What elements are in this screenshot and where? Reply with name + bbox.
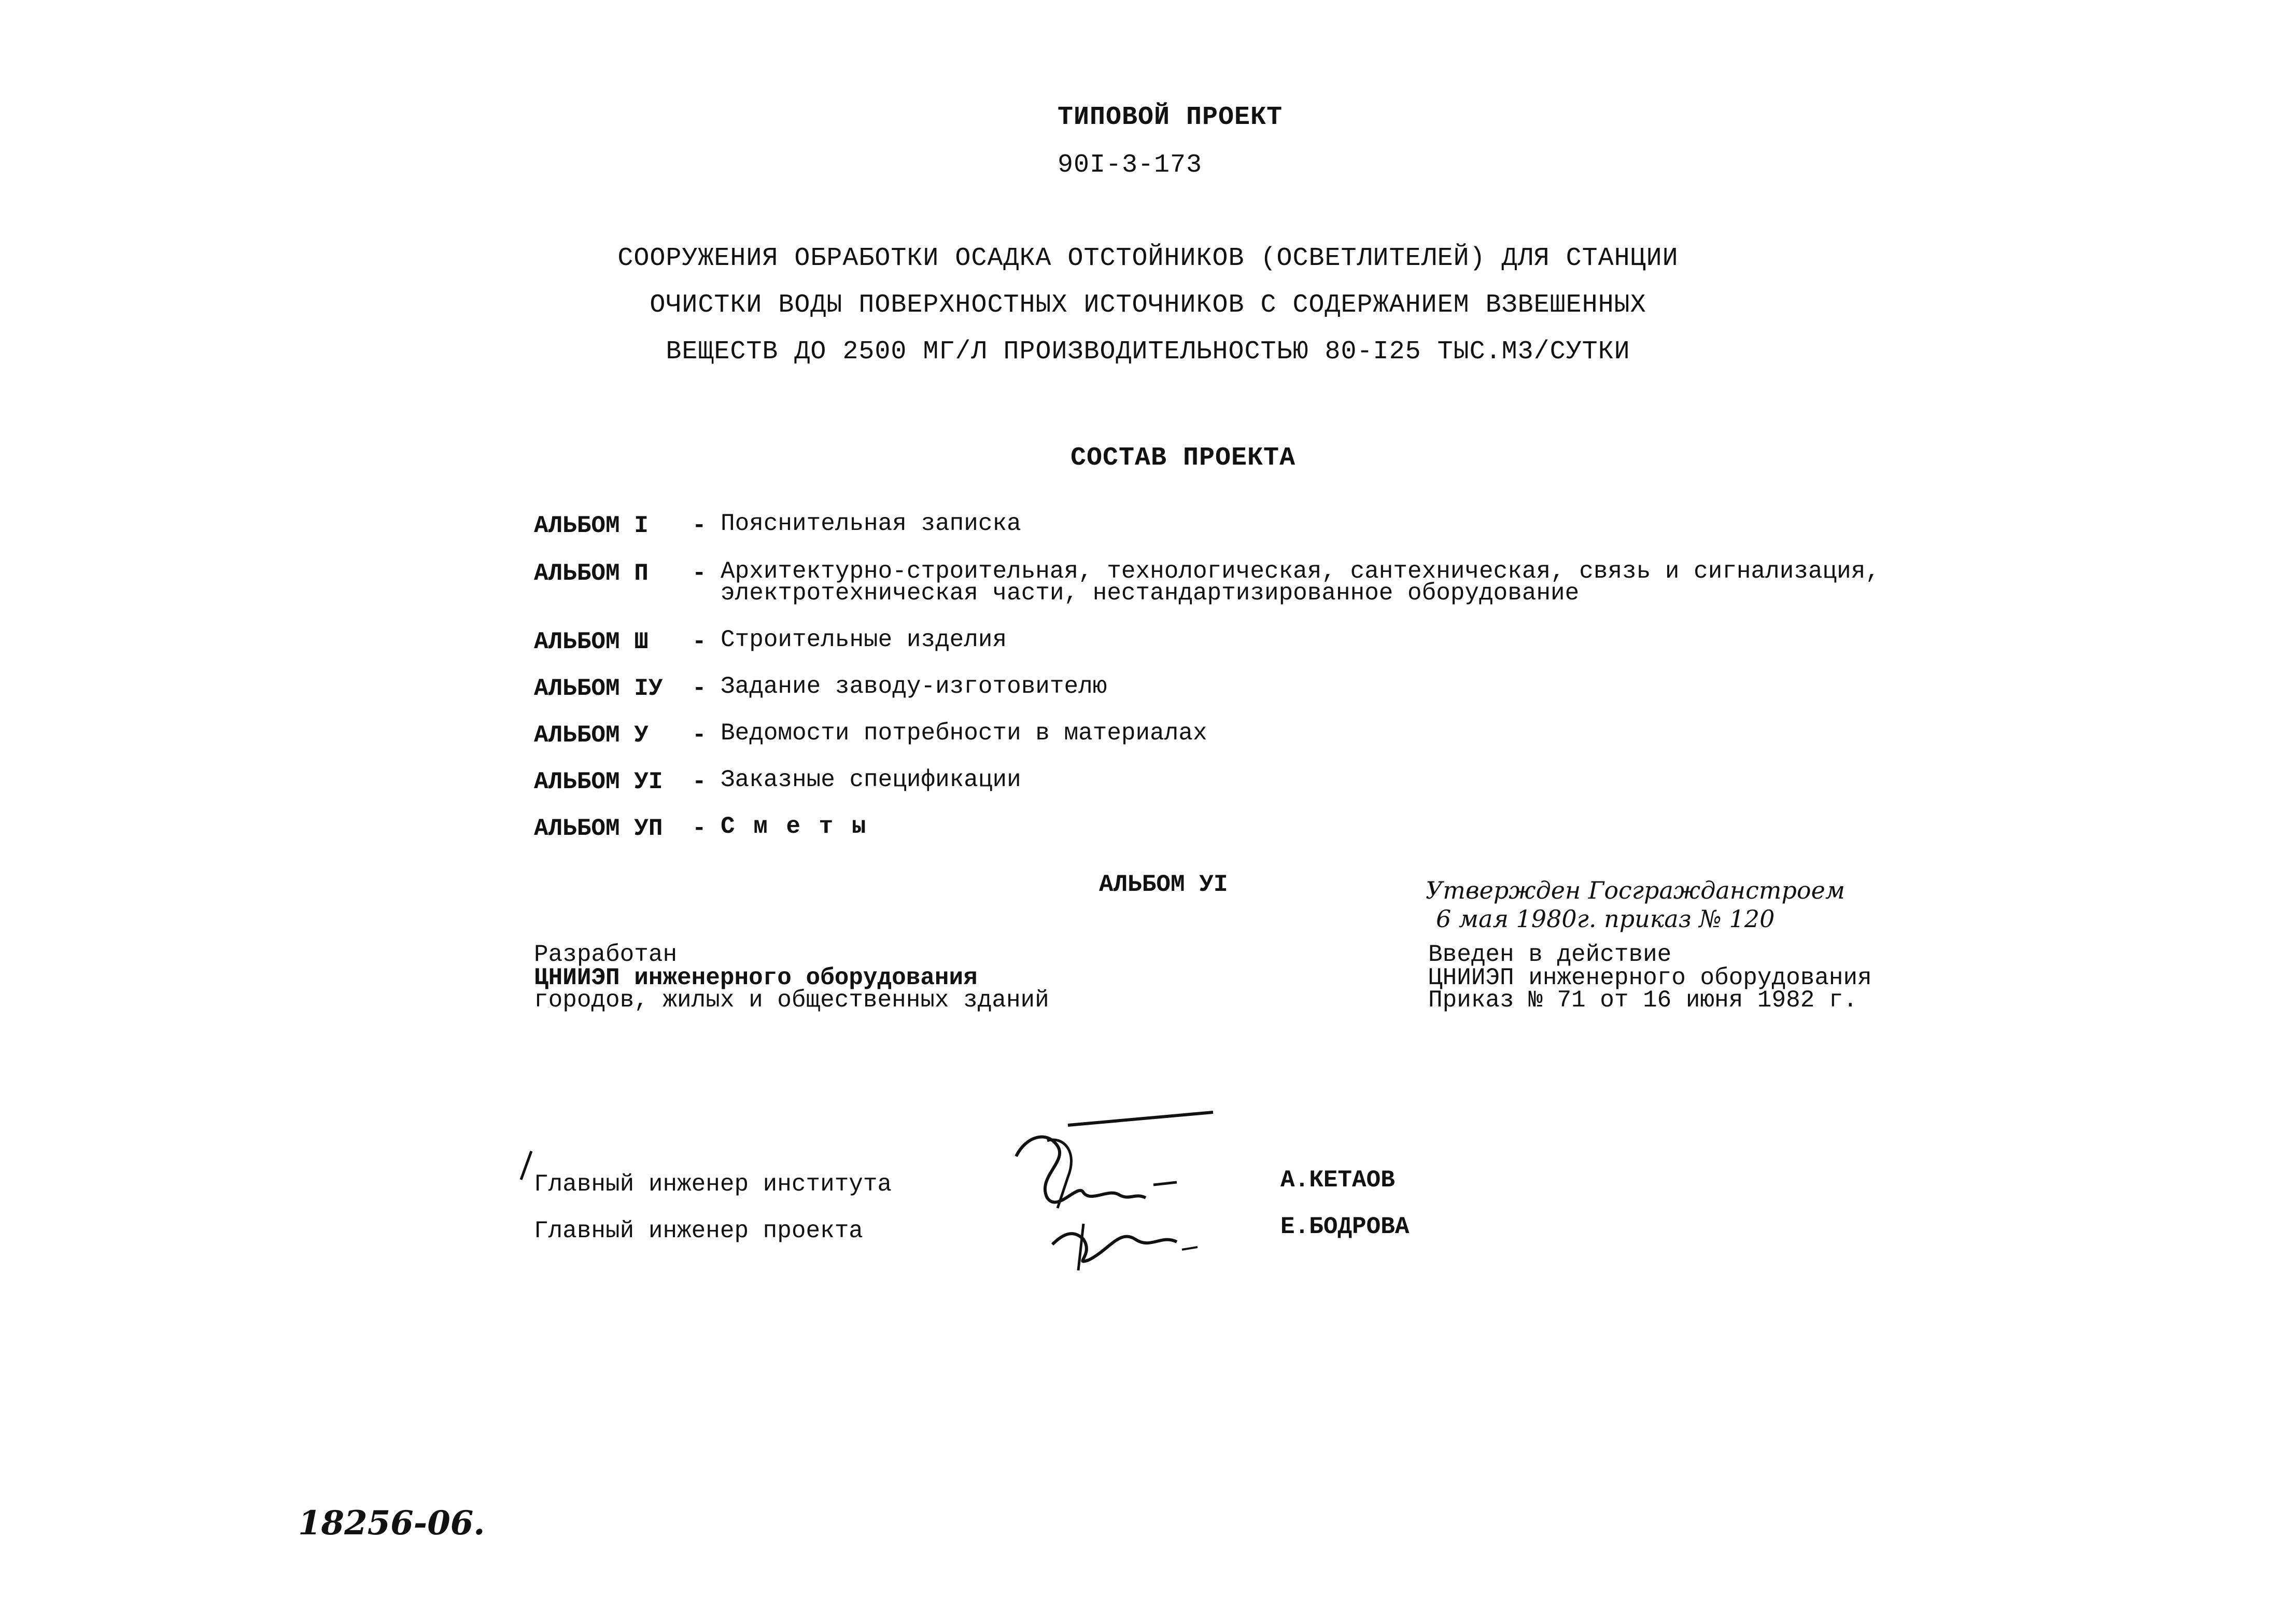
- album-desc: С м е т ы: [721, 813, 868, 840]
- doc-number: 90I-3-173: [1058, 150, 1203, 180]
- album-label: АЛЬБОМ УI: [534, 768, 663, 795]
- enacted-line-3: Приказ № 71 от 16 июня 1982 г.: [1428, 987, 1858, 1014]
- enacted-line-2: ЦНИИЭП инженерного оборудования: [1428, 964, 1872, 991]
- album-desc: Архитектурно-строительная, технологическая, сантехническая, связь и сигнализация,: [721, 558, 1880, 585]
- title-line-1: СООРУЖЕНИЯ ОБРАБОТКИ ОСАДКА ОТСТОЙНИКОВ (ОСВЕТЛИТЕЛЕЙ) ДЛЯ СТАНЦИИ: [617, 244, 1679, 273]
- signature-role-1: Главный инженер института: [534, 1171, 892, 1198]
- dash: -: [692, 722, 707, 749]
- album-label: АЛЬБОМ Ш: [534, 628, 649, 655]
- dash: -: [692, 675, 707, 702]
- enacted-line-1: Введен в действие: [1428, 941, 1672, 968]
- archive-number: 18256-06.: [298, 1504, 485, 1543]
- composition-heading: СОСТАВ ПРОЕКТА: [1070, 443, 1296, 473]
- list-item: [534, 560, 1934, 617]
- album-label: АЛЬБОМ У: [534, 722, 649, 749]
- developed-org-1: ЦНИИЭП инженерного оборудования: [534, 964, 978, 991]
- dash: -: [692, 768, 707, 795]
- album-label: АЛЬБОМ I: [534, 512, 649, 539]
- doc-type: ТИПОВОЙ ПРОЕКТ: [1058, 103, 1283, 132]
- album-desc: Пояснительная записка: [721, 510, 1021, 537]
- handwritten-signatures: [1006, 1104, 1223, 1276]
- approval-handwritten-2: 6 мая 1980г. приказ № 120: [1436, 905, 1775, 933]
- list-item: [534, 768, 1934, 810]
- album-label: АЛЬБОМ IУ: [534, 675, 663, 702]
- signature-name-1: А.КЕТАОВ: [1280, 1167, 1395, 1194]
- title-line-3: ВЕЩЕСТВ ДО 2500 МГ/Л ПРОИЗВОДИТЕЛЬНОСТЬЮ 80-I25 ТЫС.М3/СУТКИ: [666, 337, 1630, 367]
- tick-mark: [516, 1149, 537, 1185]
- album-label: АЛЬБОМ П: [534, 560, 649, 587]
- album-desc-cont: электротехническая части, нестандартизированное оборудование: [721, 580, 1580, 607]
- developed-label: Разработан: [534, 941, 678, 968]
- signature-role-2: Главный инженер проекта: [534, 1218, 863, 1244]
- developed-org-2: городов, жилых и общественных зданий: [534, 987, 1049, 1014]
- title-line-2: ОЧИСТКИ ВОДЫ ПОВЕРХНОСТНЫХ ИСТОЧНИКОВ С СОДЕРЖАНИЕМ ВЗВЕШЕННЫХ: [650, 290, 1646, 320]
- dash: -: [692, 815, 707, 842]
- album-label: АЛЬБОМ УП: [534, 815, 663, 842]
- signature-name-2: Е.БОДРОВА: [1280, 1213, 1410, 1240]
- dash: -: [692, 628, 707, 655]
- approval-handwritten-1: Утвержден Госгражданстроем: [1426, 876, 1845, 904]
- list-item: [534, 815, 1934, 857]
- dash: -: [692, 560, 707, 587]
- album-desc: Ведомости потребности в материалах: [721, 720, 1207, 747]
- list-item: [534, 512, 1934, 554]
- list-item: [534, 722, 1934, 763]
- list-item: [534, 675, 1934, 717]
- dash: -: [692, 512, 707, 539]
- album-desc: Задание заводу-изготовителю: [721, 673, 1107, 700]
- album-desc: Строительные изделия: [721, 626, 1007, 653]
- current-album: АЛЬБОМ УI: [1099, 871, 1228, 898]
- list-item: [534, 628, 1934, 670]
- album-desc: Заказные спецификации: [721, 766, 1021, 793]
